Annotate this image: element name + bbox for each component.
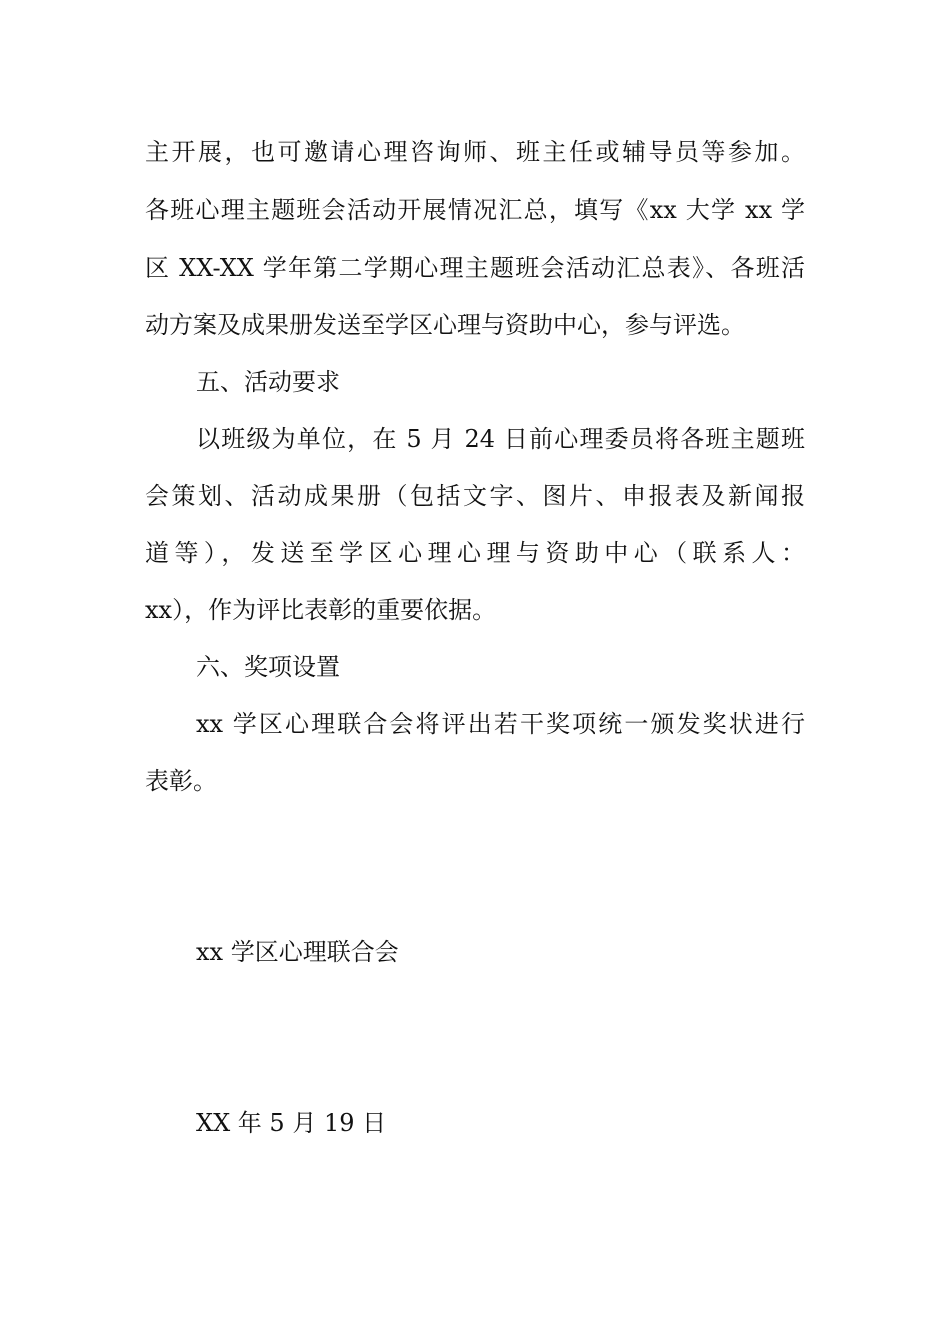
section-heading-awards: 六、奖项设置 <box>196 653 340 681</box>
paragraph-line: 道等），发送至学区心理心理与资助中心（联系人： <box>145 539 805 567</box>
paragraph-line: 表彰。 <box>145 767 217 795</box>
signature-organization: xx 学区心理联合会 <box>196 938 399 966</box>
paragraph-line: xx），作为评比表彰的重要依据。 <box>145 596 497 624</box>
section-heading-requirements: 五、活动要求 <box>196 368 340 396</box>
paragraph-line: 主开展，也可邀请心理咨询师、班主任或辅导员等参加。 <box>145 138 805 166</box>
paragraph-line: 以班级为单位，在 5 月 24 日前心理委员将各班主题班 <box>196 425 805 453</box>
paragraph-line: 会策划、活动成果册（包括文字、图片、申报表及新闻报 <box>145 482 805 510</box>
paragraph-line: 区 XX-XX 学年第二学期心理主题班会活动汇总表》、各班活 <box>145 254 805 282</box>
signature-date: XX 年 5 月 19 日 <box>196 1109 387 1137</box>
paragraph-line: 动方案及成果册发送至学区心理与资助中心，参与评选。 <box>145 311 745 339</box>
paragraph-line: xx 学区心理联合会将评出若干奖项统一颁发奖状进行 <box>196 710 805 738</box>
paragraph-line: 各班心理主题班会活动开展情况汇总，填写《xx 大学 xx 学 <box>145 196 805 224</box>
